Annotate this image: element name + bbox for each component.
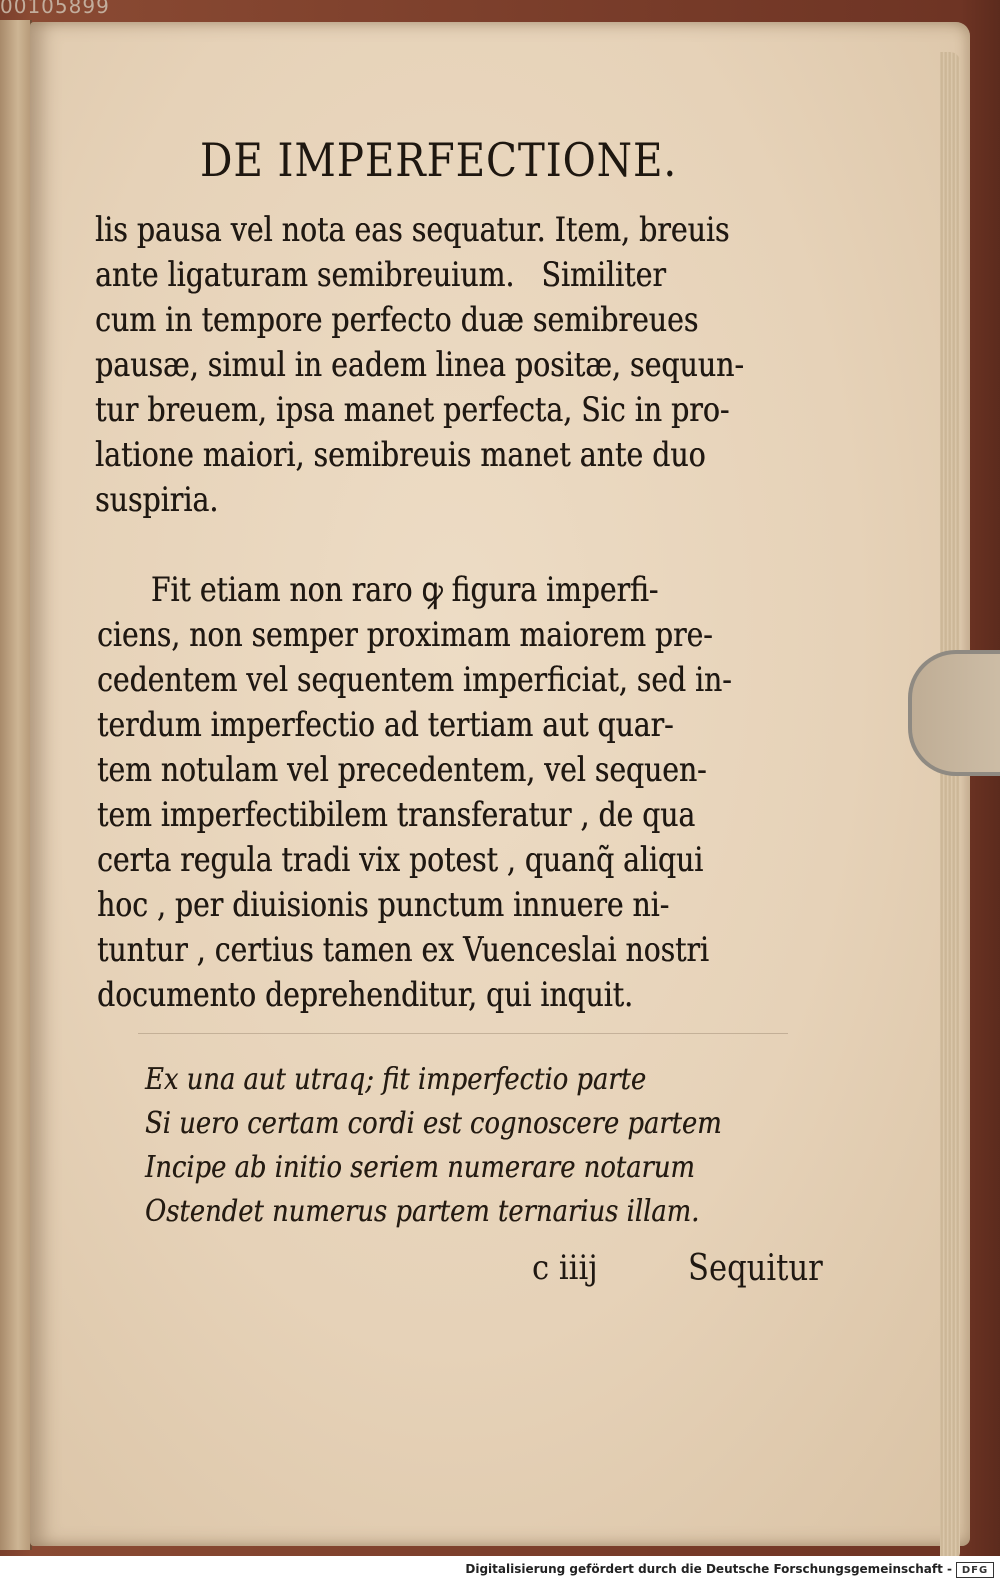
text-line: tur breuem, ipsa manet perfecta, Sic in pro- xyxy=(95,390,730,430)
text-line: hoc , per diuisionis punctum innuere ni- xyxy=(97,885,670,925)
page-clip-tab xyxy=(908,650,1000,776)
text-line: tem imperfectibilem transferatur , de qua xyxy=(97,795,696,835)
signature-mark: c iiij xyxy=(532,1248,598,1288)
text-line: ciens, non semper proximam maiorem pre- xyxy=(97,615,713,655)
text-line: cum in tempore perfecto duæ semibreues xyxy=(95,300,699,340)
page-fore-edge xyxy=(940,52,960,1556)
faint-rule xyxy=(138,1033,788,1034)
text-line: certa regula tradi vix potest , quanq̃ aliqui xyxy=(97,840,704,880)
verse-line: Si uero certam cordi est cognoscere partem xyxy=(145,1106,722,1141)
text-line: lis pausa vel nota eas sequatur. Item, breuis xyxy=(95,210,730,250)
text-line: suspiria. xyxy=(95,480,219,520)
verse-block xyxy=(145,1058,816,1234)
facing-page-edge xyxy=(0,20,32,1550)
text-line: ante ligaturam semibreuium. Similiter xyxy=(95,255,666,295)
show-through-text xyxy=(100,128,114,179)
verse-line: Ex una aut utraq; fit imperfectio parte xyxy=(145,1062,647,1097)
dfg-logo-text: DFG xyxy=(961,1564,989,1576)
verse-line: Ostendet numerus partem ternarius illam. xyxy=(145,1194,700,1229)
scan-id-label: 00105899 xyxy=(0,0,110,18)
text-line: pausæ, simul in eadem linea positæ, sequun- xyxy=(95,345,744,385)
funding-credit: Digitalisierung gefördert durch die Deutsche Forschungsgemeinschaft - xyxy=(465,1562,952,1576)
text-line: tuntur , certius tamen ex Vuenceslai nostri xyxy=(97,930,709,970)
page-heading: DE IMPERFECTIONE. xyxy=(200,133,678,187)
paragraph-2 xyxy=(97,568,862,1018)
text-line: documento deprehenditur, qui inquit. xyxy=(97,975,633,1015)
verse-line: Incipe ab initio seriem numerare notarum xyxy=(145,1150,695,1185)
text-line: cedentem vel sequentem imperficiat, sed in- xyxy=(97,660,732,700)
dfg-logo-icon xyxy=(956,1562,994,1578)
catchword: Sequitur xyxy=(688,1248,823,1289)
text-line: tem notulam vel precedentem, vel sequen- xyxy=(97,750,707,790)
text-line: Fit etiam non raro ꝙ figura imperfi- xyxy=(97,570,659,610)
footer-bar xyxy=(0,1556,1000,1584)
paragraph-1 xyxy=(95,208,872,523)
text-line: terdum imperfectio ad tertiam aut quar- xyxy=(97,705,674,745)
text-line: latione maiori, semibreuis manet ante duo xyxy=(95,435,706,475)
